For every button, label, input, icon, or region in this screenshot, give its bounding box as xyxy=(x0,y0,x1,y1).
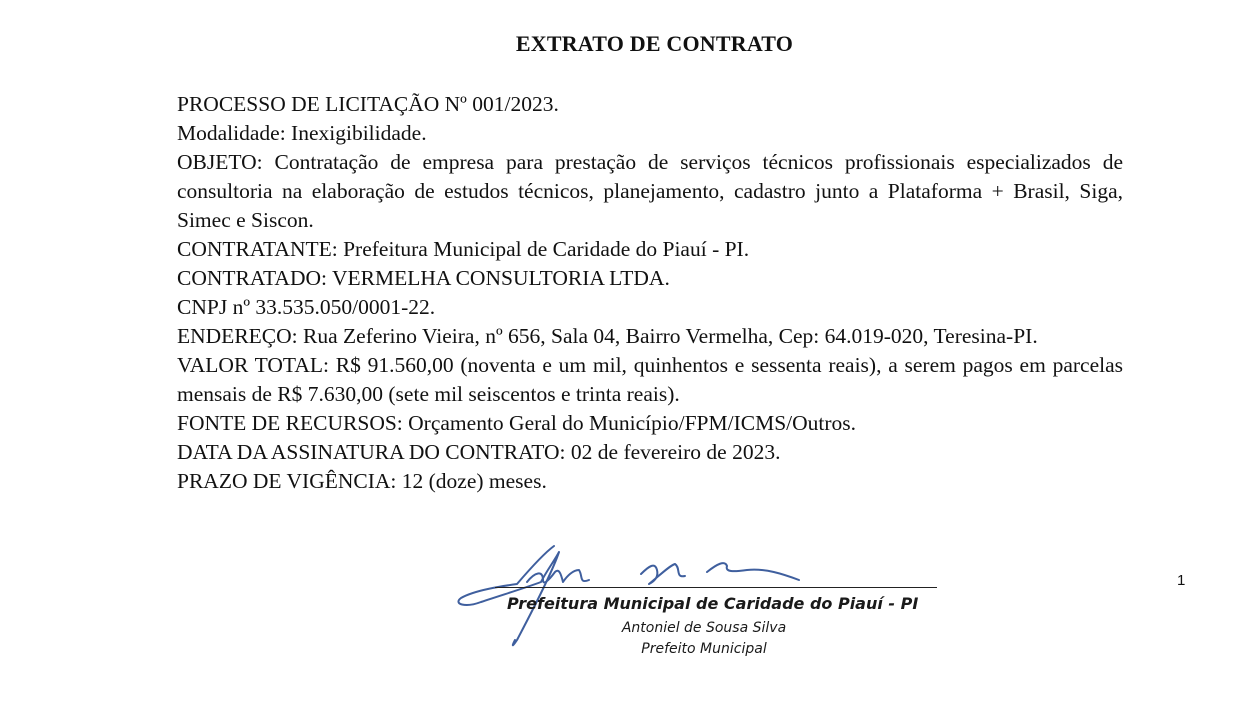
signatory-role: Prefeito Municipal xyxy=(641,641,767,657)
modalidade-line: Modalidade: Inexigibilidade. xyxy=(177,121,427,145)
signature-line xyxy=(495,587,937,588)
page-number: 1 xyxy=(1177,572,1186,589)
valor-total-paragraph: VALOR TOTAL: R$ 91.560,00 (noventa e um mil, quinhentos e sessenta reais), a serem pagos em parcelas mensais de R$ 7.630,00 (sete mil seiscentos e trinta reais). xyxy=(177,353,1123,406)
data-assinatura-line: DATA DA ASSINATURA DO CONTRATO: 02 de fevereiro de 2023. xyxy=(177,440,781,464)
contratante-line: CONTRATANTE: Prefeitura Municipal de Caridade do Piauí - PI. xyxy=(177,237,750,261)
signatory-name: Antoniel de Sousa Silva xyxy=(621,620,787,636)
prazo-vigencia-line: PRAZO DE VIGÊNCIA: 12 (doze) meses. xyxy=(177,469,547,493)
fonte-recursos-line: FONTE DE RECURSOS: Orçamento Geral do Município/FPM/ICMS/Outros. xyxy=(177,411,857,435)
signature-organization: Prefeitura Municipal de Caridade do Piauí - PI xyxy=(507,594,919,613)
document-title: EXTRATO DE CONTRATO xyxy=(515,31,794,56)
contract-body xyxy=(177,90,1123,496)
objeto-paragraph: OBJETO: Contratação de empresa para prestação de serviços técnicos profissionais especializados de consultoria na elaboração de estudos técnicos, planejamento, cadastro junto a Plataforma + Brasil, Siga, Simec e Siscon. xyxy=(177,150,1123,232)
signature-block xyxy=(455,540,945,670)
processo-line: PROCESSO DE LICITAÇÃO Nº 001/2023. xyxy=(177,92,559,116)
endereco-paragraph: ENDEREÇO: Rua Zeferino Vieira, nº 656, Sala 04, Bairro Vermelha, Cep: 64.019-020, Teresina-PI. xyxy=(177,324,1038,348)
contratado-line: CONTRATADO: VERMELHA CONSULTORIA LTDA. xyxy=(177,266,670,290)
cnpj-line: CNPJ nº 33.535.050/0001-22. xyxy=(177,295,436,319)
